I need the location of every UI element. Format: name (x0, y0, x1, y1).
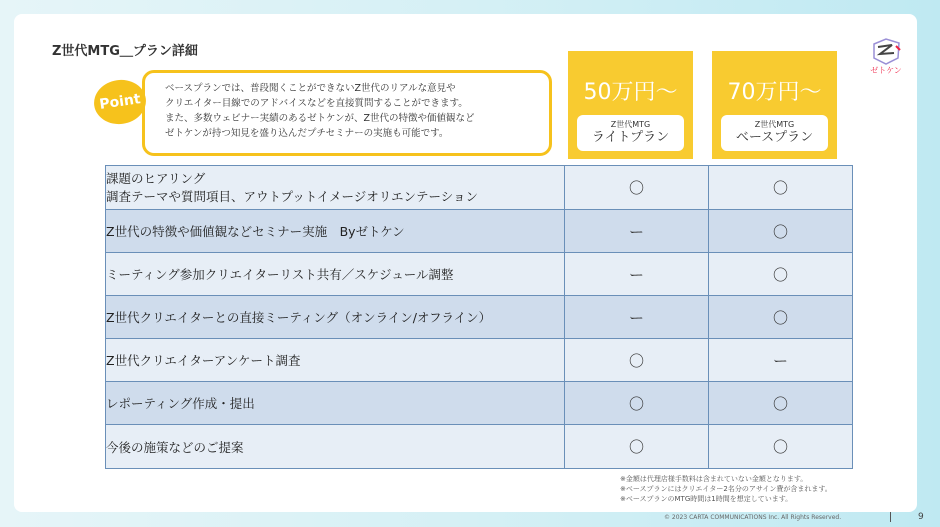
feature-label: Z世代の特徴や価値観などセミナー実施 Byゼトケン (106, 210, 565, 253)
plan-header-light (568, 51, 693, 159)
base-plan-cell: 〇 (709, 210, 853, 253)
table-row (106, 296, 853, 339)
plan-name: ライトプラン (591, 130, 670, 145)
page-title: Z世代MTG＿プラン詳細 (52, 44, 198, 59)
plan-comparison-table (105, 165, 853, 469)
feature-label: Z世代クリエイターとの直接ミーティング（オンライン/オフライン） (106, 296, 565, 339)
base-plan-cell: 〇 (709, 425, 853, 469)
zetoken-logo (866, 38, 906, 78)
point-callout (142, 70, 552, 156)
feature-label-line: 調査テーマや質問項目、アウトプットイメージオリエンテーション (106, 188, 479, 204)
light-plan-cell: ー (565, 210, 709, 253)
light-plan-cell: ー (565, 296, 709, 339)
plan-card (721, 115, 828, 151)
point-line: ベースプランでは、普段聞くことができないZ世代のリアルな意見や (165, 83, 456, 94)
footnotes (620, 474, 832, 504)
footnote: ※ベースプランにはクリエイター2名分のアサイン費が含まれます。 (620, 485, 832, 493)
plan-name: ベースプラン (735, 130, 814, 145)
plan-card (577, 115, 684, 151)
light-plan-cell: 〇 (565, 339, 709, 382)
logo-icon (866, 38, 906, 68)
plan-price: 50万円～ (583, 80, 678, 105)
light-plan-cell: 〇 (565, 382, 709, 425)
table-row (106, 339, 853, 382)
light-plan-cell: 〇 (565, 425, 709, 469)
base-plan-cell: ー (709, 339, 853, 382)
light-plan-cell: ー (565, 253, 709, 296)
table-row (106, 425, 853, 469)
feature-label-line: 課題のヒアリング (106, 170, 206, 186)
point-line: ゼトケンが持つ知見を盛り込んだプチセミナーの実施も可能です。 (165, 128, 449, 139)
logo-text: ゼトケン (870, 66, 902, 75)
point-line: また、多数ウェビナー実績のあるゼトケンが、Z世代の特徴や価値観など (165, 113, 475, 124)
feature-label: ミーティング参加クリエイターリスト共有／スケジュール調整 (106, 253, 565, 296)
plan-header-base (712, 51, 837, 159)
feature-label (106, 166, 565, 210)
base-plan-cell: 〇 (709, 382, 853, 425)
page-number: 9 (918, 512, 924, 522)
table-row (106, 382, 853, 425)
feature-label: Z世代クリエイターアンケート調査 (106, 339, 565, 382)
point-line: クリエイター目線でのアドバイスなどを直接質問することができます。 (165, 98, 468, 109)
plan-subtitle: Z世代MTG (610, 120, 651, 129)
feature-label: 今後の施策などのご提案 (106, 425, 565, 469)
base-plan-cell: 〇 (709, 296, 853, 339)
footnote: ※金額は代理店様手数料は含まれていない金額となります。 (620, 475, 808, 483)
copyright: © 2023 CARTA COMMUNICATIONS Inc. All Rights Reserved. (664, 514, 842, 521)
base-plan-cell: 〇 (709, 166, 853, 210)
footer-divider (890, 512, 891, 522)
table-row (106, 253, 853, 296)
footnote: ※ベースプランのMTG時間は1時間を想定しています。 (620, 495, 793, 503)
plan-subtitle: Z世代MTG (754, 120, 795, 129)
point-badge: Point (91, 77, 149, 128)
plan-price: 70万円～ (727, 80, 822, 105)
feature-label: レポーティング作成・提出 (106, 382, 565, 425)
table-row (106, 166, 853, 210)
base-plan-cell: 〇 (709, 253, 853, 296)
table-row (106, 210, 853, 253)
light-plan-cell: 〇 (565, 166, 709, 210)
